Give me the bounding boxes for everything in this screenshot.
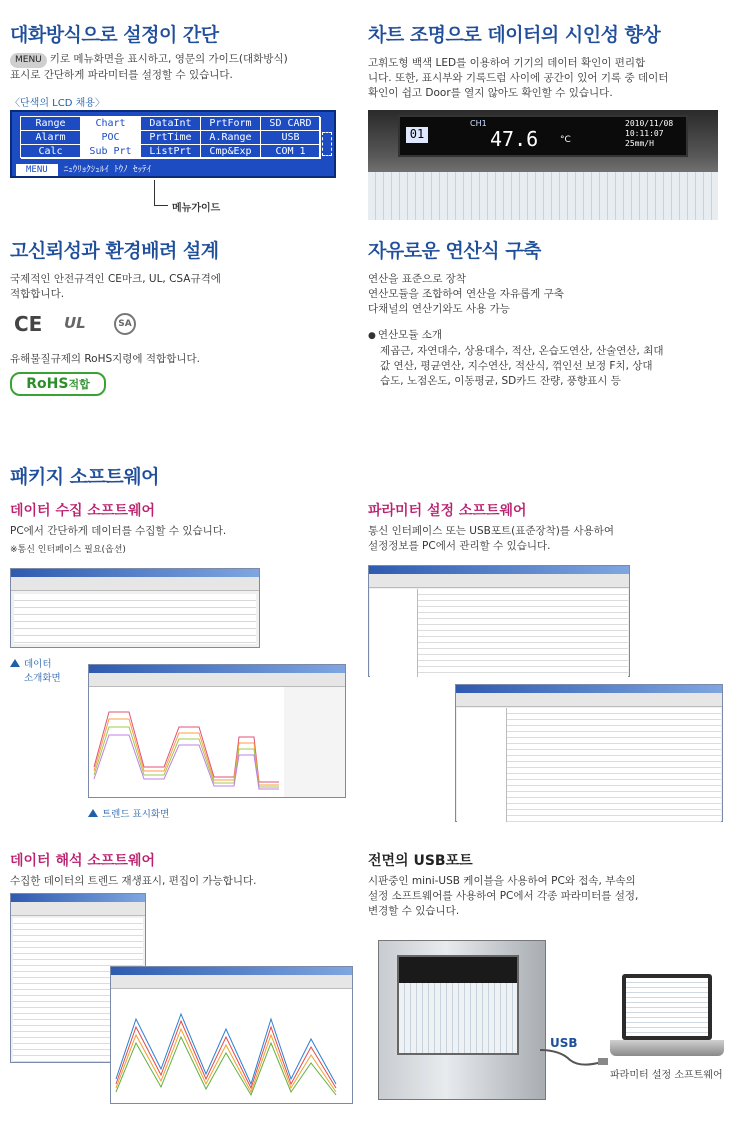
calc-detail-line: 값 연산, 평균연산, 지수연산, 적산식, 꺾인선 보정 F치, 상대 — [380, 360, 653, 372]
laptop-screen-content — [626, 978, 708, 1036]
usb-port-text — [368, 874, 718, 919]
reading-value: 47.6 — [490, 127, 539, 151]
section-title-interactive-setup: 대화방식으로 설정이 간단 — [10, 24, 219, 46]
calc-detail-line: 습도, 노점온도, 이동평균, SD카드 잔량, 풍향표시 등 — [380, 375, 621, 387]
window-titlebar — [456, 685, 722, 693]
interactive-setup-line-2: 표시로 간단하게 파라미터를 설정할 수 있습니다. — [10, 69, 233, 81]
reliability-line: 국제적인 안전규격인 CE마크, UL, CSA규격에 — [10, 273, 221, 285]
chart-speed: 25mm/H — [625, 139, 654, 148]
trend-screen-caption — [88, 806, 169, 820]
lcd-scroll-icon — [322, 132, 332, 156]
intro-screen-caption — [10, 656, 61, 684]
channel-label: CH1 — [470, 119, 487, 128]
lcd-menu-label: MENU — [16, 164, 58, 176]
display-date: 2010/11/08 — [625, 119, 674, 128]
recorder-chart-paper — [399, 983, 517, 1053]
reliability-text — [10, 272, 221, 302]
lcd-cell: Alarm — [21, 131, 81, 145]
usb-port-title: 전면의 USB포트 — [368, 853, 473, 869]
usb-line: 변경할 수 있습니다. — [368, 905, 460, 917]
lcd-guide-text: ﾆｭｳﾘｮｸｼｭﾙｲ ﾄｳﾉ ｾｯﾃｲ — [63, 165, 152, 175]
analysis-software-title: 데이터 해석 소프트웨어 — [10, 853, 155, 869]
trend-line — [94, 712, 279, 782]
window-titlebar — [111, 967, 352, 975]
trend-legend-panel — [284, 687, 345, 797]
trend-graph — [89, 687, 345, 797]
recorder-display-photo — [368, 110, 718, 220]
lcd-cell: USB — [261, 131, 321, 145]
interactive-setup-text — [10, 52, 350, 83]
lcd-cell: SD CARD — [261, 117, 321, 131]
calc-detail-line: 제곱근, 자연대수, 상용대수, 적산, 온습도연산, 산술연산, 최대 — [380, 345, 664, 357]
analysis-trend-line — [116, 1014, 336, 1084]
trend-software-screenshot — [88, 664, 346, 798]
window-toolbar — [11, 577, 259, 591]
window-toolbar — [111, 975, 352, 989]
param-line: 설정정보를 PC에서 관리할 수 있습니다. — [368, 540, 551, 552]
analysis-trend-screenshot — [110, 966, 353, 1104]
window-toolbar — [369, 574, 629, 588]
rohs-badge — [10, 372, 106, 396]
recorder-lcd — [398, 115, 688, 157]
chart-lighting-text — [368, 56, 718, 101]
ul-mark-text: UL — [64, 314, 86, 332]
lcd-cell: ListPrt — [141, 145, 201, 159]
trend-caption-text: 트렌드 표시화면 — [102, 809, 170, 820]
lcd-cell: Calc — [21, 145, 81, 159]
reliability-line: 적합합니다. — [10, 288, 65, 300]
reading-unit: °C — [560, 135, 571, 145]
chart-lighting-line: 고휘도형 백색 LED를 이용하여 기기의 데이터 확인이 편리합 — [368, 57, 646, 69]
param-tree-panel — [370, 589, 418, 677]
calculation-text — [368, 272, 564, 317]
calc-line: 다채널의 연산기와도 사용 가능 — [368, 303, 510, 315]
window-titlebar — [369, 566, 629, 574]
channel-number: 01 — [406, 127, 428, 143]
collect-software-screenshot — [10, 568, 260, 648]
section-title-reliability: 고신뢰성과 환경배려 설계 — [10, 240, 219, 262]
recorder-display — [399, 957, 517, 983]
analysis-software-text: 수집한 데이터의 트렌드 재생표시, 편집이 가능합니다. — [10, 875, 257, 887]
lcd-menu-grid — [20, 116, 320, 158]
laptop-base — [610, 1040, 724, 1056]
collect-software-note: ※통신 인터페이스 필요(옵션) — [10, 545, 126, 555]
analysis-trend-graph — [111, 989, 352, 1103]
csa-mark-icon: SA — [114, 313, 136, 335]
lcd-cell: Range — [21, 117, 81, 131]
laptop-label: 파라미터 설정 소프트웨어 — [610, 1070, 723, 1081]
param-tree-panel — [457, 708, 507, 822]
ce-mark-icon: CE — [14, 312, 43, 336]
calc-line: 연산을 표준으로 장착 — [368, 273, 466, 285]
chart-paper — [368, 172, 718, 220]
lcd-cell: A.Range — [201, 131, 261, 145]
menu-guide-label: 메뉴가이드 — [172, 203, 221, 214]
section-title-chart-lighting: 차트 조명으로 데이터의 시인성 향상 — [368, 24, 661, 46]
lcd-screen — [10, 110, 336, 178]
collect-software-text: PC에서 간단하게 데이터를 수집할 수 있습니다. — [10, 525, 227, 537]
trend-line — [94, 719, 279, 785]
trend-line — [94, 727, 279, 787]
guide-leader-line-h — [154, 205, 168, 206]
intro-caption-line-1: 데이터 — [24, 659, 52, 670]
lcd-cell: Chart — [81, 117, 141, 131]
window-titlebar — [11, 894, 145, 902]
chart-lighting-line: 니다. 또한, 표시부와 기록드럼 사이에 공간이 있어 기록 중 데이터 — [368, 72, 669, 84]
lcd-cell: PrtForm — [201, 117, 261, 131]
analysis-trend-line — [116, 1029, 336, 1092]
display-time: 10:11:07 — [625, 129, 664, 138]
recorder-front-photo — [378, 940, 546, 1100]
usb-label: USB — [550, 1036, 578, 1050]
intro-caption-line-2: 소개화면 — [24, 673, 61, 684]
window-toolbar — [456, 693, 722, 707]
param-table — [507, 708, 721, 822]
calc-module-bullet: ● 연산모듈 소개 — [368, 328, 442, 344]
window-titlebar — [89, 665, 345, 673]
param-software-screenshot-1 — [368, 565, 630, 677]
ul-mark-icon — [64, 314, 104, 334]
usb-line: 설정 소프트웨어를 사용하여 PC에서 각종 파라미터를 설정, — [368, 890, 639, 902]
param-software-screenshot-2 — [455, 684, 723, 822]
rohs-badge-suffix: 적합 — [68, 378, 90, 391]
lcd-cell: Sub Prt — [81, 145, 141, 159]
window-toolbar — [89, 673, 345, 687]
data-table — [14, 594, 256, 644]
window-titlebar — [11, 569, 259, 577]
lcd-note: 〈단색의 LCD 채용〉 — [10, 98, 105, 109]
collect-software-title: 데이터 수집 소프트웨어 — [10, 503, 155, 519]
laptop-screen — [622, 974, 712, 1040]
section-title-package: 패키지 소프트웨어 — [10, 466, 159, 488]
rohs-badge-text: RoHS — [26, 376, 69, 392]
param-software-text — [368, 524, 614, 554]
triangle-icon — [88, 809, 98, 817]
menu-key-badge: MENU — [10, 53, 47, 68]
calc-module-detail — [380, 344, 720, 389]
lcd-cell: PrtTime — [141, 131, 201, 145]
lcd-cell: DataInt — [141, 117, 201, 131]
recorder-chart-window — [397, 955, 519, 1055]
triangle-icon — [10, 659, 20, 667]
lcd-cell: POC — [81, 131, 141, 145]
param-line: 통신 인터페이스 또는 USB포트(표준장착)를 사용하여 — [368, 525, 614, 537]
interactive-setup-line-1: 키로 메뉴화면을 표시하고, 영문의 가이드(대화방식) — [49, 53, 288, 65]
param-software-title: 파라미터 설정 소프트웨어 — [368, 503, 527, 519]
lcd-cell: COM 1 — [261, 145, 321, 159]
section-title-calculation: 자유로운 연산식 구축 — [368, 240, 541, 262]
lcd-cell: Cmp&Exp — [201, 145, 261, 159]
guide-leader-line — [154, 180, 155, 206]
window-toolbar — [11, 902, 145, 916]
rohs-text: 유해물질규제의 RoHS지령에 적합합니다. — [10, 353, 200, 365]
lcd-guide-bar — [16, 164, 332, 176]
usb-line: 시판중인 mini-USB 케이블을 사용하여 PC와 접속, 부속의 — [368, 875, 636, 887]
chart-lighting-line: 확인이 쉽고 Door를 열지 않아도 확인할 수 있습니다. — [368, 87, 613, 99]
calc-line: 연산모듈을 조합하여 연산을 자유롭게 구축 — [368, 288, 564, 300]
param-table — [418, 589, 628, 677]
